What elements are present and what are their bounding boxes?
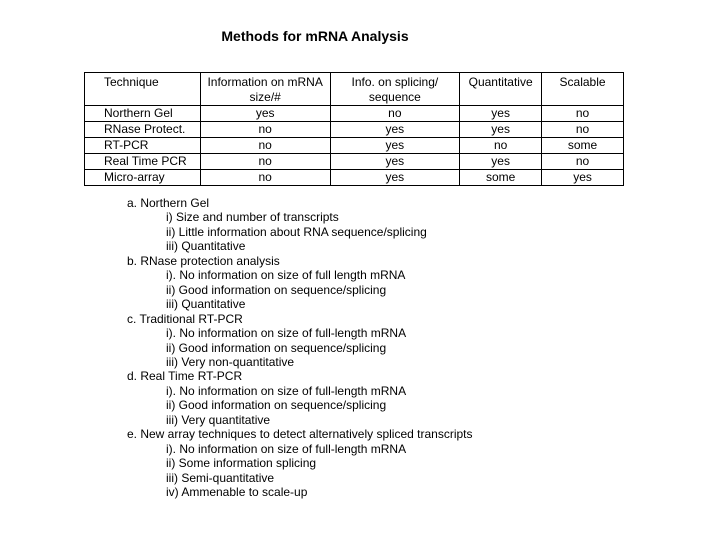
cell-scalable: no xyxy=(542,154,624,170)
cell-technique: Northern Gel xyxy=(85,106,201,122)
note-item: i). No information on size of full-length mRNA xyxy=(166,441,407,456)
cell-quantitative: yes xyxy=(460,154,542,170)
cell-scalable: no xyxy=(542,122,624,138)
note-heading-array-techniques: e. New array techniques to detect alternatively spliced transcripts xyxy=(127,427,473,442)
note-heading-traditional-rt-pcr: c. Traditional RT-PCR xyxy=(127,311,243,326)
cell-splicing: yes xyxy=(330,138,460,154)
cell-splicing: yes xyxy=(330,170,460,186)
cell-scalable: no xyxy=(542,106,624,122)
cell-scalable: yes xyxy=(542,170,624,186)
cell-technique: Real Time PCR xyxy=(85,154,201,170)
note-item: iii) Quantitative xyxy=(166,297,246,312)
table-row xyxy=(85,138,624,154)
cell-quantitative: no xyxy=(460,138,542,154)
table-row xyxy=(85,106,624,122)
cell-quantitative: yes xyxy=(460,122,542,138)
note-item: iii) Quantitative xyxy=(166,239,246,254)
note-item: iii) Very non-quantitative xyxy=(166,354,295,369)
table-row xyxy=(85,170,624,186)
note-item: iv) Ammenable to scale-up xyxy=(166,485,308,500)
table-row xyxy=(85,154,624,170)
page-title: Methods for mRNA Analysis xyxy=(221,28,409,44)
note-item: ii) Little information about RNA sequence/splicing xyxy=(166,224,427,239)
method-notes xyxy=(127,196,473,500)
cell-splicing: yes xyxy=(330,154,460,170)
note-item: ii) Good information on sequence/splicing xyxy=(166,282,387,297)
cell-mrna-size: yes xyxy=(200,106,330,122)
cell-technique: RNase Protect. xyxy=(85,122,201,138)
table-row xyxy=(85,122,624,138)
cell-quantitative: yes xyxy=(460,106,542,122)
cell-splicing: yes xyxy=(330,122,460,138)
cell-mrna-size: no xyxy=(200,170,330,186)
cell-mrna-size: no xyxy=(200,138,330,154)
cell-splicing: no xyxy=(330,106,460,122)
header-quantitative: Quantitative xyxy=(460,73,542,106)
note-heading-northern-gel: a. Northern Gel xyxy=(127,196,210,210)
methods-table xyxy=(84,72,624,186)
cell-mrna-size: no xyxy=(200,122,330,138)
header-technique: Technique xyxy=(85,73,201,106)
cell-technique: RT-PCR xyxy=(85,138,201,154)
note-heading-rnase-protection: b. RNase protection analysis xyxy=(127,253,280,268)
header-splicing: Info. on splicing/ sequence xyxy=(330,73,460,106)
table-header-row xyxy=(85,73,624,106)
note-item: i). No information on size of full-length mRNA xyxy=(166,383,407,398)
note-item: ii) Good information on sequence/splicing xyxy=(166,340,387,355)
note-item: ii) Good information on sequence/splicing xyxy=(166,398,387,413)
note-item: iii) Very quantitative xyxy=(166,412,271,427)
note-heading-real-time-rt-pcr: d. Real Time RT-PCR xyxy=(127,369,243,384)
note-item: ii) Some information splicing xyxy=(166,456,317,471)
note-item: iii) Semi-quantitative xyxy=(166,470,275,485)
note-item: i). No information on size of full length mRNA xyxy=(166,268,406,283)
header-scalable: Scalable xyxy=(542,73,624,106)
cell-mrna-size: no xyxy=(200,154,330,170)
cell-technique: Micro-array xyxy=(85,170,201,186)
note-item: i) Size and number of transcripts xyxy=(166,210,339,225)
note-item: i). No information on size of full-length mRNA xyxy=(166,326,407,341)
cell-scalable: some xyxy=(542,138,624,154)
cell-quantitative: some xyxy=(460,170,542,186)
header-mrna-size: Information on mRNA size/# xyxy=(200,73,330,106)
